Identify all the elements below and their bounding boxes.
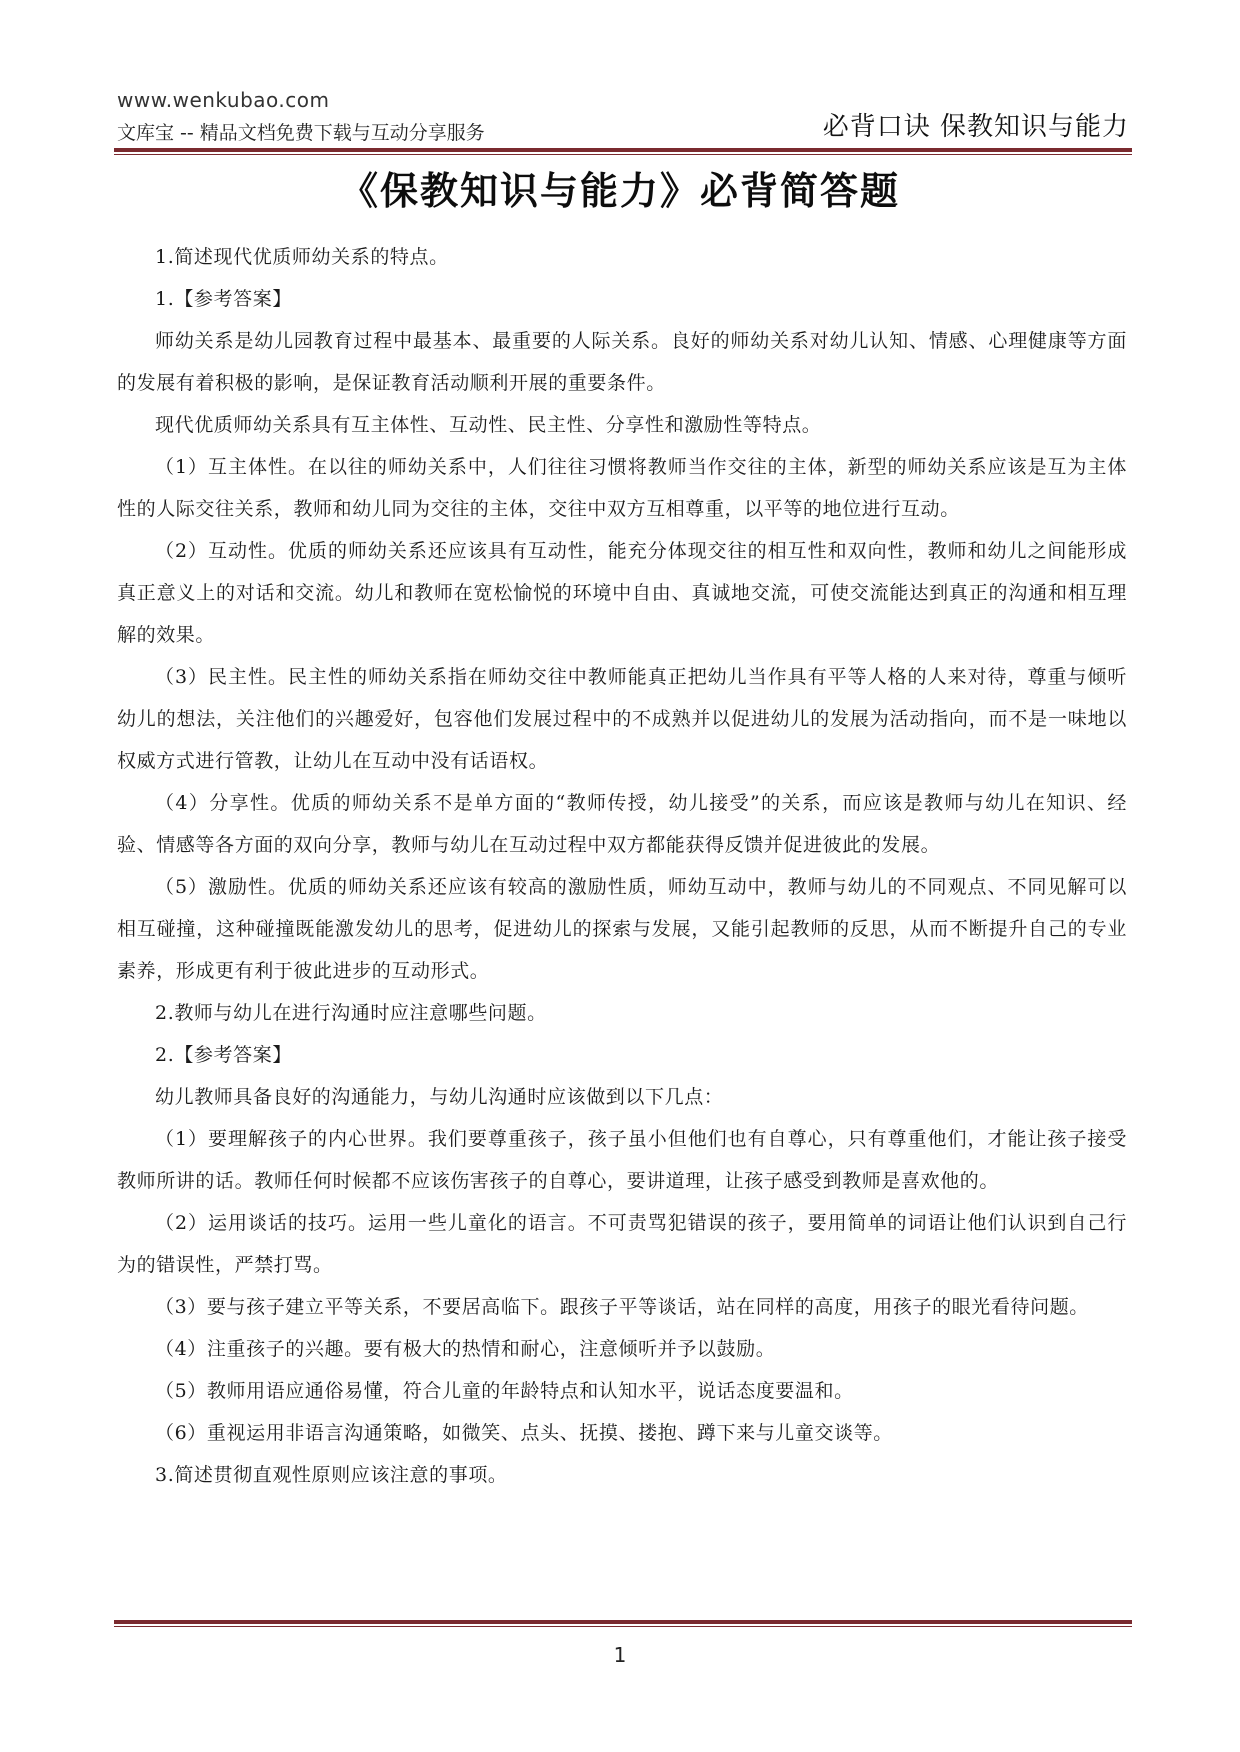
question-2: 2.教师与幼儿在进行沟通时应注意哪些问题。 [155,1002,547,1024]
answer-point: （3）要与孩子建立平等关系，不要居高临下。跟孩子平等谈话，站在同样的高度，用孩子的眼光看待问题。 [155,1296,1089,1318]
question-3: 3.简述贯彻直观性原则应该注意的事项。 [155,1464,508,1486]
document-title: 《保教知识与能力》必背简答题 [339,169,900,213]
answer-point: （4）注重孩子的兴趣。要有极大的热情和耐心，注意倾听并予以鼓励。 [155,1338,776,1360]
header-section-title: 必背口诀 保教知识与能力 [822,112,1129,142]
header-divider [114,148,1132,155]
footer-divider [114,1620,1132,1627]
answer-point: （6）重视运用非语言沟通策略，如微笑、点头、抚摸、搂抱、蹲下来与儿童交谈等。 [155,1422,893,1444]
answer-point: （2）互动性。优质的师幼关系还应该具有互动性，能充分体现交往的相互性和双向性，教师和幼儿之间能形成真正意义上的对话和交流。幼儿和教师在宽松愉悦的环境中自由、真诚地交流，可使交流能达到真正的沟通和相互理解的效果。 [117,540,1127,646]
answer-point: （3）民主性。民主性的师幼关系指在师幼交往中教师能真正把幼儿当作具有平等人格的人来对待，尊重与倾听幼儿的想法，关注他们的兴趣爱好，包容他们发展过程中的不成熟并以促进幼儿的发展为活动指向，而不是一味地以权威方式进行管教，让幼儿在互动中没有话语权。 [117,666,1127,772]
document-body [117,236,1127,1496]
answer-point: （5）激励性。优质的师幼关系还应该有较高的激励性质，师幼互动中，教师与幼儿的不同观点、不同见解可以相互碰撞，这种碰撞既能激发幼儿的思考，促进幼儿的探索与发展，又能引起教师的反思，从而不断提升自己的专业素养，形成更有利于彼此进步的互动形式。 [117,876,1127,982]
answer-2-heading: 2.【参考答案】 [155,1044,292,1066]
answer-point: （1）要理解孩子的内心世界。我们要尊重孩子，孩子虽小但他们也有自尊心，只有尊重他们，才能让孩子接受教师所讲的话。教师任何时候都不应该伤害孩子的自尊心，要讲道理，让孩子感受到教师是喜欢他的。 [117,1128,1127,1192]
answer-paragraph: 幼儿教师具备良好的沟通能力，与幼儿沟通时应该做到以下几点： [155,1086,724,1108]
answer-paragraph: 师幼关系是幼儿园教育过程中最基本、最重要的人际关系。良好的师幼关系对幼儿认知、情感、心理健康等方面的发展有着积极的影响，是保证教育活动顺利开展的重要条件。 [117,330,1127,394]
answer-point: （1）互主体性。在以往的师幼关系中，人们往往习惯将教师当作交往的主体，新型的师幼关系应该是互为主体性的人际交往关系，教师和幼儿同为交往的主体，交往中双方互相尊重，以平等的地位进行互动。 [117,456,1127,520]
page-number: 1 [613,1643,627,1667]
answer-point: （2）运用谈话的技巧。运用一些儿童化的语言。不可责骂犯错误的孩子，要用简单的词语让他们认识到自己行为的错误性，严禁打骂。 [117,1212,1127,1276]
answer-point: （5）教师用语应通俗易懂，符合儿童的年龄特点和认知水平，说话态度要温和。 [155,1380,854,1402]
answer-paragraph: 现代优质师幼关系具有互主体性、互动性、民主性、分享性和激励性等特点。 [155,414,822,436]
answer-point: （4）分享性。优质的师幼关系不是单方面的“教师传授，幼儿接受”的关系，而应该是教师与幼儿在知识、经验、情感等各方面的双向分享，教师与幼儿在互动过程中双方都能获得反馈并促进彼此的发展。 [117,792,1127,856]
site-url[interactable]: www.wenkubao.com [117,88,330,112]
answer-1-heading: 1.【参考答案】 [155,288,292,310]
question-1: 1.简述现代优质师幼关系的特点。 [155,246,449,268]
site-slogan: 文库宝 -- 精品文档免费下载与互动分享服务 [117,122,485,144]
page-header [117,88,1129,148]
